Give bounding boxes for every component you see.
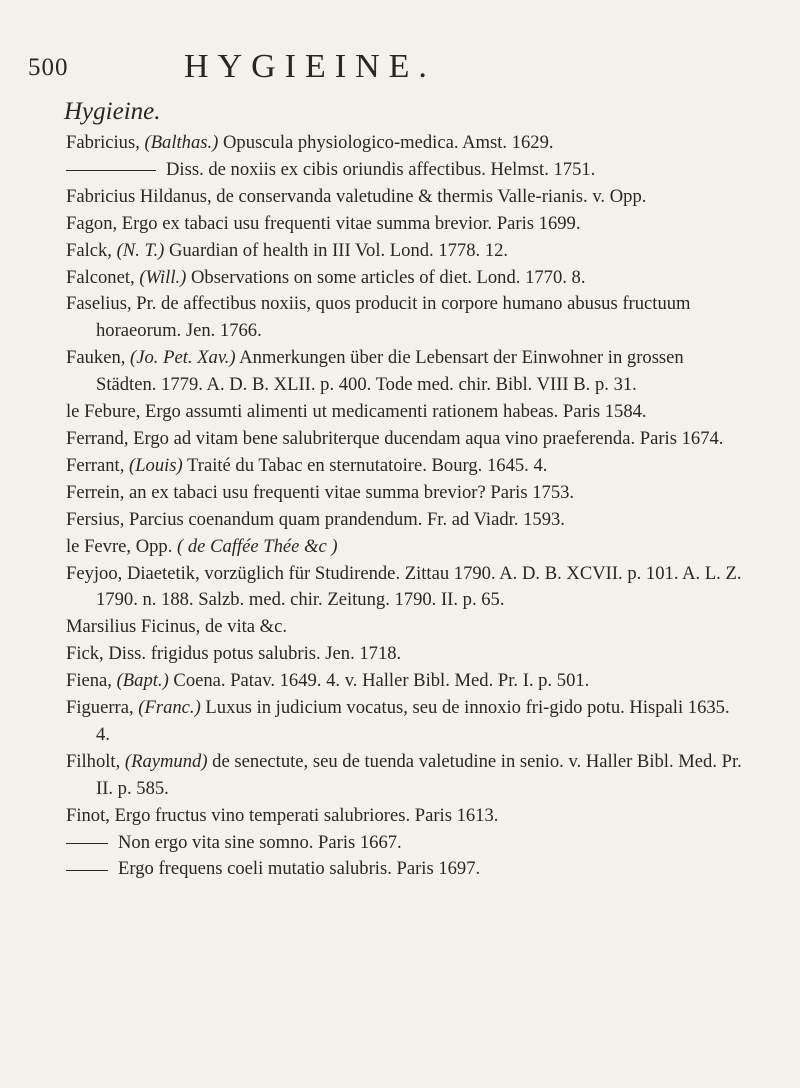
section-title: Hygieine. xyxy=(64,98,161,125)
list-item: Non ergo vita sine somno. Paris 1667. xyxy=(66,830,742,857)
list-item: Figuerra, (Franc.) Luxus in judicium vocatus, seu de innoxio fri-gido potu. Hispali 1635. 4. xyxy=(66,697,730,745)
list-item: le Febure, Ergo assumti alimenti ut medicamenti rationem habeas. Paris 1584. xyxy=(66,401,647,423)
list-item: Ferrand, Ergo ad vitam bene salubriterque ducendam aqua vino praeferenda. Paris 1674. xyxy=(66,427,724,449)
list-item: Fersius, Parcius coenandum quam prandendum. Fr. ad Viadr. 1593. xyxy=(66,508,565,530)
list-item: le Fevre, Opp. ( de Caffée Thée &c ) xyxy=(66,535,338,557)
list-item: Fauken, (Jo. Pet. Xav.) Anmerkungen über die Lebensart der Einwohner in grossen Städten. 1779. A. D. B. XLII. p. 400. Tode med. chir. Bibl. VIII B. p. 31. xyxy=(66,347,684,396)
list-item: Ferrant, (Louis) Traité du Tabac en sternutatoire. Bourg. 1645. 4. xyxy=(66,454,548,476)
bibliography-list xyxy=(66,130,742,883)
ditto-dash xyxy=(66,170,156,171)
list-item: Filholt, (Raymund) de senectute, seu de tuenda valetudine in senio. v. Haller Bibl. Med. Pr. II. p. 585. xyxy=(66,750,742,799)
list-item: Fabricius, (Balthas.) Opuscula physiologico-medica. Amst. 1629. xyxy=(66,132,554,153)
list-item: Faselius, Pr. de affectibus noxiis, quos producit in corpore humano abusus fructuum horaeorum. Jen. 1766. xyxy=(66,293,691,342)
running-header xyxy=(28,48,768,94)
list-item: Finot, Ergo fructus vino temperati salubriores. Paris 1613. xyxy=(66,804,499,826)
list-item: Feyjoo, Diaetetik, vorzüglich für Studirende. Zittau 1790. A. D. B. XCVII. p. 101. A. L. Z. 1790. n. 188. Salzb. med. chir. Zeitung. 1790. II. p. 65. xyxy=(66,562,742,611)
list-item: Marsilius Ficinus, de vita &c. xyxy=(66,616,288,638)
list-item: Falck, (N. T.) Guardian of health in III Vol. Lond. 1778. 12. xyxy=(66,239,509,261)
list-item: Ferrein, an ex tabaci usu frequenti vitae summa brevior? Paris 1753. xyxy=(66,481,575,503)
list-item: Diss. de noxiis ex cibis oriundis affectibus. Helmst. 1751. xyxy=(66,157,742,184)
list-item: Fagon, Ergo ex tabaci usu frequenti vitae summa brevior. Paris 1699. xyxy=(66,212,581,234)
list-item: Fiena, (Bapt.) Coena. Patav. 1649. 4. v. Haller Bibl. Med. Pr. I. p. 501. xyxy=(66,670,590,692)
list-item: Fabricius Hildanus, de conservanda valetudine & thermis Valle-rianis. v. Opp. xyxy=(66,185,647,207)
list-item: Fick, Diss. frigidus potus salubris. Jen. 1718. xyxy=(66,643,402,665)
list-item: Falconet, (Will.) Observations on some articles of diet. Lond. 1770. 8. xyxy=(66,266,586,288)
ditto-dash xyxy=(66,870,108,871)
page-number: 500 xyxy=(28,54,69,81)
running-title: HYGIEINE. xyxy=(184,48,436,85)
ditto-dash xyxy=(66,843,108,844)
list-item: Ergo frequens coeli mutatio salubris. Paris 1697. xyxy=(66,856,742,883)
